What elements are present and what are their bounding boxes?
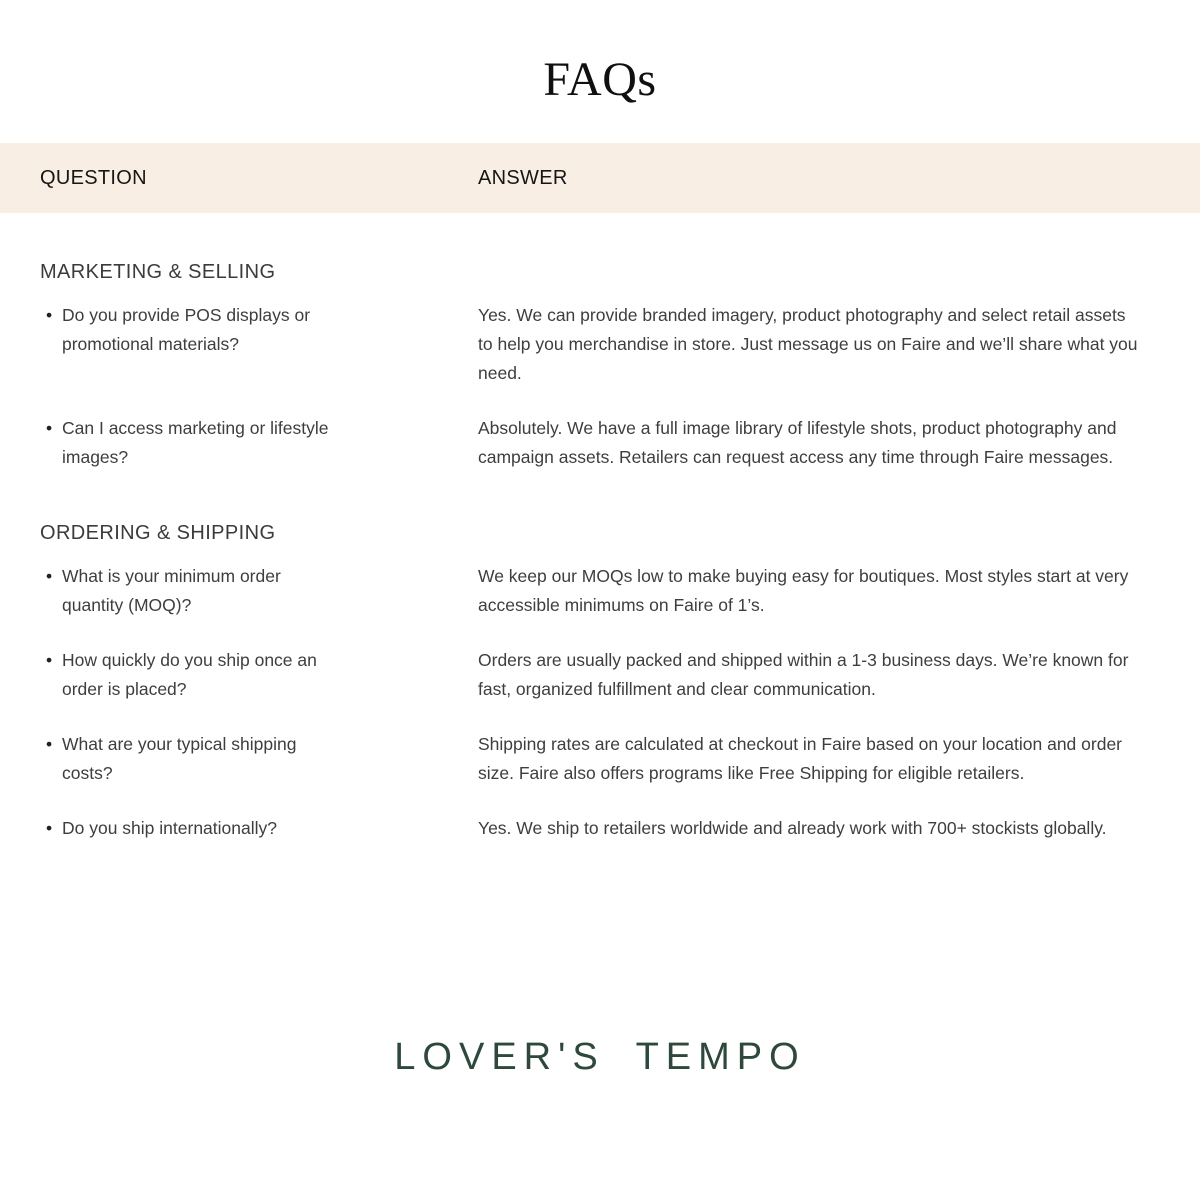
bullet-icon: • — [46, 418, 53, 438]
bullet-icon: • — [46, 734, 53, 754]
question-cell — [40, 301, 460, 388]
qa-row — [40, 414, 1140, 472]
page-title: FAQs — [543, 53, 657, 106]
question-text: Do you provide POS displays or promotional materials? — [62, 305, 311, 354]
answer-text: Yes. We can provide branded imagery, product photography and select retail assets to help you merchandise in store. Just message us on Faire and we’ll share what you need. — [478, 305, 1138, 383]
qa-row — [40, 562, 1140, 620]
answer-column-label: ANSWER — [478, 166, 568, 189]
question-cell — [40, 814, 460, 843]
question-cell — [40, 562, 460, 620]
question-cell — [40, 646, 460, 704]
section-heading: MARKETING & SELLING — [40, 261, 276, 283]
answer-text: Orders are usually packed and shipped within a 1-3 business days. We’re known for fast, organized fulfillment and clear communication. — [478, 650, 1129, 699]
qa-row — [40, 646, 1140, 704]
question-column-label: QUESTION — [40, 166, 147, 189]
bullet-icon: • — [46, 566, 53, 586]
footer — [0, 1035, 1200, 1079]
answer-text: Absolutely. We have a full image library of lifestyle shots, product photography and campaign assets. Retailers can request access any time through Faire messages. — [478, 418, 1117, 467]
section-ordering-shipping — [40, 522, 1140, 843]
answer-text: Yes. We ship to retailers worldwide and already work with 700+ stockists globally. — [478, 818, 1107, 838]
question-cell — [40, 730, 460, 788]
answer-text: Shipping rates are calculated at checkout in Faire based on your location and order size. Faire also offers programs like Free Shipping for eligible retailers. — [478, 734, 1123, 783]
bullet-icon: • — [46, 305, 53, 325]
brand-logo: LOVER'S TEMPO — [394, 1036, 806, 1078]
question-text: Can I access marketing or lifestyle images? — [62, 418, 329, 467]
qa-row — [40, 814, 1140, 843]
column-header-bar — [0, 143, 1200, 213]
section-marketing-selling — [40, 261, 1140, 472]
bullet-icon: • — [46, 818, 53, 838]
answer-text: We keep our MOQs low to make buying easy for boutiques. Most styles start at very accessible minimums on Faire of 1’s. — [478, 566, 1129, 615]
qa-row — [40, 730, 1140, 788]
qa-row — [40, 301, 1140, 388]
bullet-icon: • — [46, 650, 53, 670]
question-cell — [40, 414, 460, 472]
question-text: What are your typical shipping costs? — [62, 734, 297, 783]
question-text: How quickly do you ship once an order is placed? — [62, 650, 317, 699]
question-text: Do you ship internationally? — [62, 818, 277, 838]
section-heading: ORDERING & SHIPPING — [40, 522, 276, 544]
faq-content — [0, 261, 1200, 843]
question-text: What is your minimum order quantity (MOQ)? — [62, 566, 281, 615]
